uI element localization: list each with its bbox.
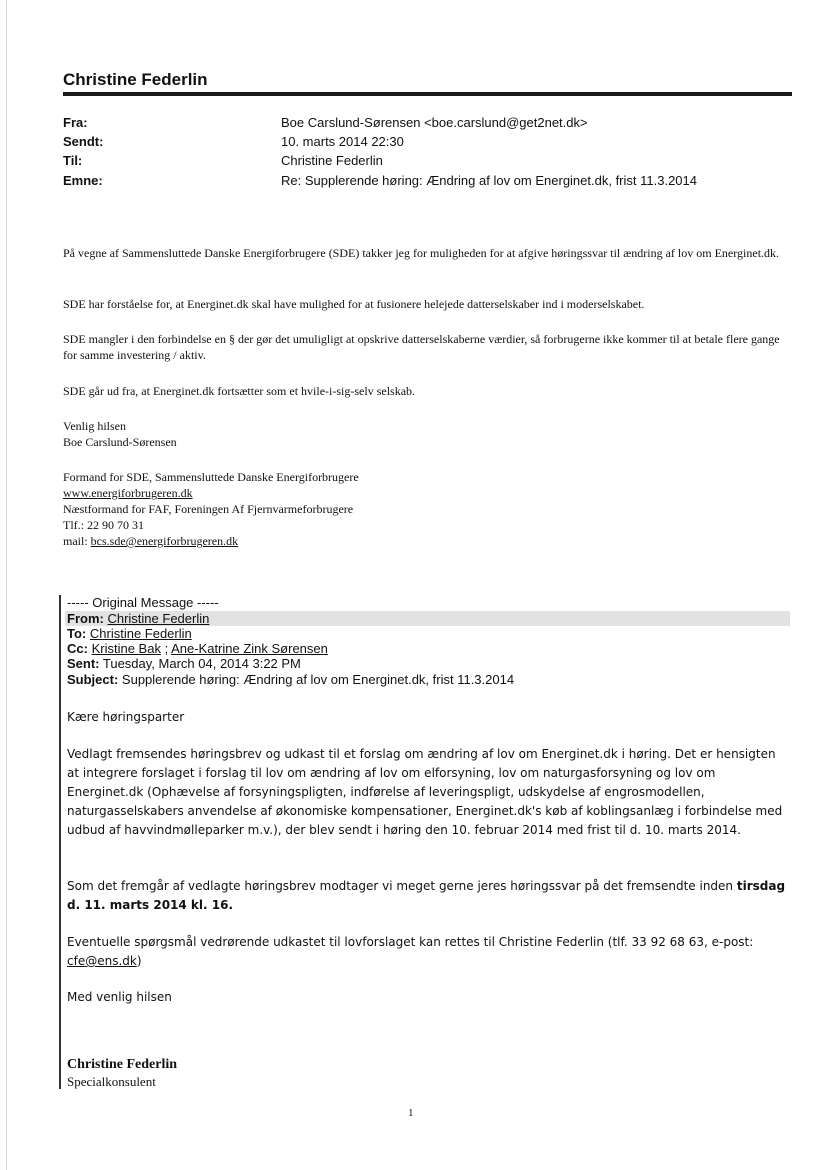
reply-paragraph-4: SDE går ud fra, at Energinet.dk fortsætter som et hvile-i-sig-selv selskab.: [63, 384, 416, 398]
orig-paragraph-3: [67, 933, 787, 971]
reply-paragraph-2: SDE har forståelse for, at Energinet.dk skal have mulighed for at fusionere helejede datterselskaber ind i moderselskabet.: [63, 297, 645, 311]
orig-paragraph-2: [67, 877, 787, 915]
orig-email-link[interactable]: cfe@ens.dk: [67, 954, 137, 968]
orig-cc-link-2[interactable]: Ane-Katrine Zink Sørensen: [171, 641, 328, 656]
orig-closing: Med venlig hilsen: [67, 990, 172, 1004]
from-label: Fra:: [63, 115, 88, 130]
orig-sent-label: Sent:: [67, 656, 100, 671]
orig-to-label: To:: [67, 626, 87, 641]
original-message-divider: ----- Original Message -----: [67, 595, 219, 610]
title-rule: [63, 92, 792, 96]
orig-greeting: Kære høringsparter: [67, 710, 185, 724]
scan-edge: [6, 0, 7, 1170]
from-value: Boe Carslund-Sørensen <boe.carslund@get2net.dk>: [281, 115, 588, 130]
orig-cc-separator: ;: [160, 641, 172, 656]
sent-label: Sendt:: [63, 134, 104, 149]
sig-url-link[interactable]: www.energiforbrugeren.dk: [63, 486, 193, 500]
orig-from-link[interactable]: Christine Federlin: [107, 611, 210, 626]
sig-phone: Tlf.: 22 90 70 31: [63, 518, 144, 532]
orig-from-label: From:: [67, 611, 104, 626]
subject-label: Emne:: [63, 173, 103, 188]
orig-p3-text: Eventuelle spørgsmål vedrørende udkastet til lovforslaget kan rettes til Christine Federlin (tlf. 33 92 68 63, e-post:: [67, 935, 754, 949]
orig-from-line: [67, 611, 209, 626]
orig-cc-line: [67, 641, 328, 656]
orig-paragraph-1: Vedlagt fremsendes høringsbrev og udkast til et forslag om ændring af lov om Energinet.dk i høring. Det er hensigten at integrere forslaget i forslag til lov om ændring af lov om elforsyning, lov om naturgasforsyning og lov om Energinet.dk (Ophævelse af forsyningspligten, indførelse af leveringspligt, udskydelse af engrosmodellen, naturgasselskabers anvendelse af økonomiske kompensationer, Energinet.dk's køb af koblingsanlæg i forbindelse med udbud af havvindmølleparker m.v.), der blev sendt i høring den 10. februar 2014 med frist til d. 10. marts 2014.: [67, 747, 783, 837]
to-label: Til:: [63, 153, 83, 168]
sig-mail-link[interactable]: bcs.sde@energiforbrugeren.dk: [90, 534, 239, 548]
sent-value: 10. marts 2014 22:30: [281, 134, 404, 149]
orig-subject-value: Supplerende høring: Ændring af lov om Energinet.dk, frist 11.3.2014: [121, 672, 515, 687]
orig-p2-text: Som det fremgår af vedlagte høringsbrev modtager vi meget gerne jeres høringssvar på det fremsendte inden: [67, 879, 737, 893]
orig-sent-line: [67, 656, 301, 671]
orig-subject-label: Subject:: [67, 672, 119, 687]
orig-cc-label: Cc:: [67, 641, 88, 656]
orig-p2-deadline: tirsdag d. 11. marts 2014 kl. 16.: [67, 879, 786, 912]
orig-p3-end: ): [136, 954, 142, 968]
sig-line-2: Næstformand for FAF, Foreningen Af Fjernvarmeforbrugere: [63, 502, 354, 516]
orig-signature-title: Specialkonsulent: [67, 1074, 156, 1089]
orig-signature-name: Christine Federlin: [67, 1057, 178, 1072]
orig-cc-link-1[interactable]: Kristine Bak: [91, 641, 161, 656]
document-title: Christine Federlin: [63, 70, 208, 89]
sig-url-line: [63, 485, 783, 501]
sig-line-1: Formand for SDE, Sammensluttede Danske Energiforbrugere: [63, 470, 359, 484]
orig-subject-line: [67, 672, 514, 687]
orig-to-link[interactable]: Christine Federlin: [89, 626, 192, 641]
reply-sender-name: Boe Carslund-Sørensen: [63, 435, 177, 449]
orig-to-line: [67, 626, 192, 641]
subject-value: Re: Supplerende høring: Ændring af lov om Energinet.dk, frist 11.3.2014: [281, 173, 697, 188]
page-number: 1: [408, 1107, 414, 1119]
sig-mail-line: [63, 533, 783, 549]
reply-paragraph-3: SDE mangler i den forbindelse en § der gør det umuligligt at opskrive datterselskaberne værdier, så forbrugerne ikke kommer til at betale flere gange for samme investering / aktiv.: [63, 332, 780, 362]
orig-sent-value: Tuesday, March 04, 2014 3:22 PM: [102, 656, 301, 671]
reply-closing: Venlig hilsen: [63, 419, 126, 433]
sig-mail-label: mail:: [63, 534, 91, 548]
reply-paragraph-1: På vegne af Sammensluttede Danske Energiforbrugere (SDE) takker jeg for muligheden for at afgive høringssvar til ændring af lov om Energinet.dk.: [63, 246, 780, 260]
quote-bar: [59, 595, 61, 1089]
to-value: Christine Federlin: [281, 153, 383, 168]
